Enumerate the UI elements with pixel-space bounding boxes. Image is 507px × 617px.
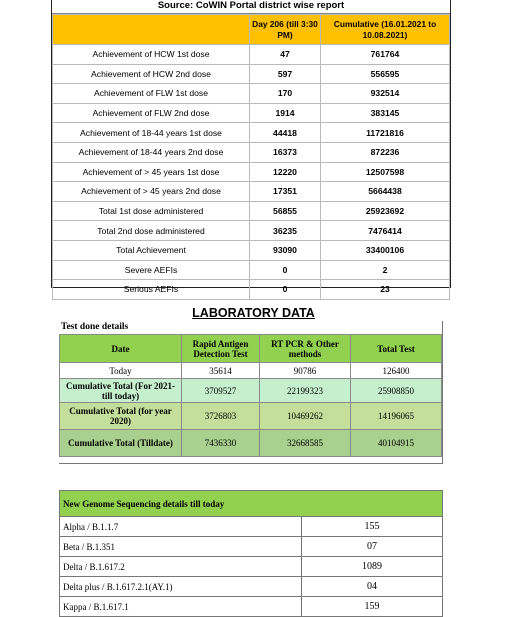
- row-label: Achievement of 18-44 years 1st dose: [53, 123, 250, 143]
- rtpcr-value: 22199323: [260, 379, 351, 403]
- rapid-value: 3709527: [182, 379, 260, 403]
- laboratory-title: LABORATORY DATA: [192, 306, 315, 320]
- rtpcr-value: 90786: [260, 363, 351, 379]
- header-day: Day 206 (till 3:30 PM): [250, 15, 321, 45]
- total-value: 14196065: [351, 403, 442, 430]
- row-label: Achievement of 18-44 years 2nd dose: [53, 142, 250, 162]
- row-label: Total 1st dose administered: [53, 201, 250, 221]
- row-day-value: 170: [250, 84, 321, 104]
- row-label: Achievement of HCW 1st dose: [53, 45, 250, 65]
- genome-table: [59, 490, 443, 617]
- row-day-value: 1914: [250, 103, 321, 123]
- table-row: [60, 430, 442, 457]
- row-cumulative-value: 11721816: [321, 123, 450, 143]
- row-day-value: 0: [250, 260, 321, 280]
- row-day-value: 12220: [250, 162, 321, 182]
- table-row: [60, 403, 442, 430]
- row-cumulative-value: 932514: [321, 84, 450, 104]
- header-rt-pcr: RT PCR & Other methods: [260, 335, 351, 363]
- variant-name: Delta plus / B.1.617.2.1(AY.1): [60, 577, 302, 597]
- row-label: Cumulative Total (Tilldate): [60, 430, 182, 457]
- row-day-value: 17351: [250, 182, 321, 202]
- table-row: [53, 182, 450, 202]
- variant-count: 04: [302, 577, 443, 597]
- row-day-value: 44418: [250, 123, 321, 143]
- genome-sequencing-block: [59, 490, 443, 617]
- vaccination-header-row: [53, 15, 450, 45]
- row-label: Serious AEFIs: [53, 280, 250, 300]
- laboratory-table: [59, 334, 442, 457]
- row-cumulative-value: 556595: [321, 64, 450, 84]
- row-label: Cumulative Total (for year 2020): [60, 403, 182, 430]
- row-label: Achievement of > 45 years 2nd dose: [53, 182, 250, 202]
- header-rapid-antigen: Rapid Antigen Detection Test: [182, 335, 260, 363]
- table-row: [53, 260, 450, 280]
- vaccination-table: [52, 14, 450, 300]
- variant-name: Beta / B.1.351: [60, 537, 302, 557]
- variant-count: 07: [302, 537, 443, 557]
- rapid-value: 7436330: [182, 430, 260, 457]
- row-day-value: 0: [250, 280, 321, 300]
- row-cumulative-value: 872236: [321, 142, 450, 162]
- header-date: Date: [60, 335, 182, 363]
- laboratory-data-block: [59, 321, 443, 464]
- total-value: 25908850: [351, 379, 442, 403]
- row-cumulative-value: 25923692: [321, 201, 450, 221]
- header-total-test: Total Test: [351, 335, 442, 363]
- table-row: [53, 45, 450, 65]
- table-row: [53, 64, 450, 84]
- total-value: 126400: [351, 363, 442, 379]
- rapid-value: 35614: [182, 363, 260, 379]
- row-label: Achievement of FLW 1st dose: [53, 84, 250, 104]
- table-row: [60, 597, 443, 617]
- row-label: Today: [60, 363, 182, 379]
- row-cumulative-value: 23: [321, 280, 450, 300]
- row-day-value: 47: [250, 45, 321, 65]
- row-cumulative-value: 7476414: [321, 221, 450, 241]
- rtpcr-value: 32668585: [260, 430, 351, 457]
- row-day-value: 36235: [250, 221, 321, 241]
- table-row: [53, 162, 450, 182]
- row-label: Achievement of > 45 years 1st dose: [53, 162, 250, 182]
- source-caption: Source: CoWIN Portal district wise report: [52, 0, 450, 14]
- total-value: 40104915: [351, 430, 442, 457]
- row-day-value: 16373: [250, 142, 321, 162]
- table-row: [53, 84, 450, 104]
- rapid-value: 3726803: [182, 403, 260, 430]
- row-cumulative-value: 2: [321, 260, 450, 280]
- rtpcr-value: 10469262: [260, 403, 351, 430]
- table-row: [53, 123, 450, 143]
- table-row: [60, 537, 443, 557]
- variant-name: Delta / B.1.617.2: [60, 557, 302, 577]
- table-row: [60, 379, 442, 403]
- table-row: [60, 557, 443, 577]
- row-label: Total Achievement: [53, 240, 250, 260]
- row-cumulative-value: 761764: [321, 45, 450, 65]
- table-row: [53, 221, 450, 241]
- table-row: [53, 240, 450, 260]
- row-label: Achievement of FLW 2nd dose: [53, 103, 250, 123]
- table-row: [60, 577, 443, 597]
- row-day-value: 93090: [250, 240, 321, 260]
- table-row: [53, 142, 450, 162]
- variant-name: Kappa / B.1.617.1: [60, 597, 302, 617]
- row-label: Severe AEFIs: [53, 260, 250, 280]
- table-row: [60, 363, 442, 379]
- row-label: Achievement of HCW 2nd dose: [53, 64, 250, 84]
- genome-header-row: [60, 491, 443, 517]
- vaccination-report-table: [51, 0, 451, 295]
- variant-name: Alpha / B.1.1.7: [60, 517, 302, 537]
- table-row: [53, 201, 450, 221]
- table-row: [53, 280, 450, 300]
- variant-count: 1089: [302, 557, 443, 577]
- laboratory-header-row: [60, 335, 442, 363]
- genome-header: New Genome Sequencing details till today: [60, 491, 443, 517]
- table-row: [60, 517, 443, 537]
- header-blank-cell: [53, 15, 250, 45]
- row-cumulative-value: 383145: [321, 103, 450, 123]
- row-cumulative-value: 33400106: [321, 240, 450, 260]
- row-day-value: 56855: [250, 201, 321, 221]
- table-row: [53, 103, 450, 123]
- header-cumulative: Cumulative (16.01.2021 to 10.08.2021): [321, 15, 450, 45]
- row-label: Total 2nd dose administered: [53, 221, 250, 241]
- variant-count: 155: [302, 517, 443, 537]
- row-cumulative-value: 12507598: [321, 162, 450, 182]
- variant-count: 159: [302, 597, 443, 617]
- laboratory-caption: Test done details: [61, 322, 129, 332]
- row-day-value: 597: [250, 64, 321, 84]
- row-cumulative-value: 5664438: [321, 182, 450, 202]
- row-label: Cumulative Total (For 2021- till today): [60, 379, 182, 403]
